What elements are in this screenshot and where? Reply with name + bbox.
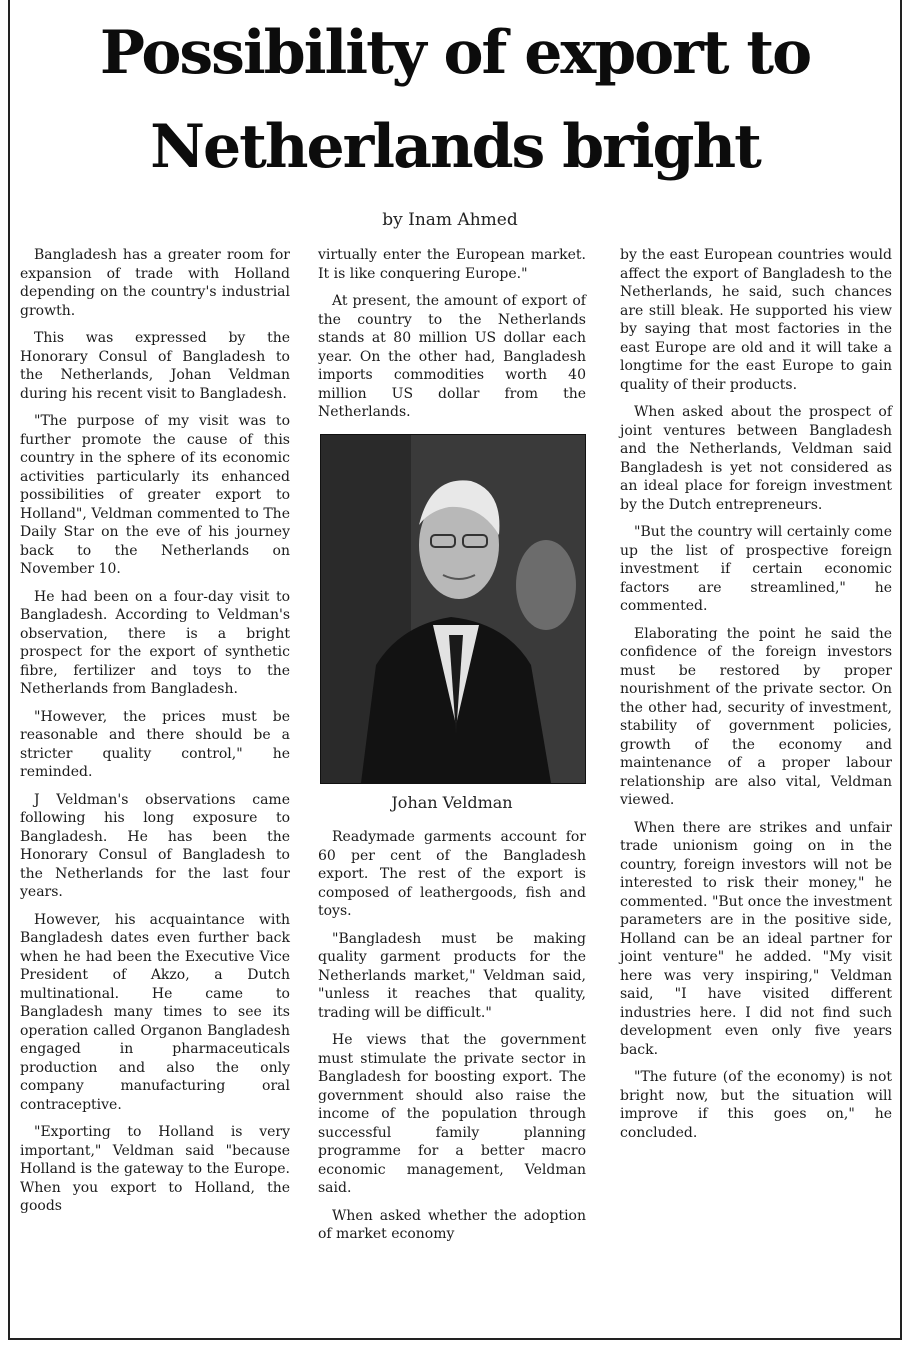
paragraph: "However, the prices must be reasonable and there should be a stricter quality control," he reminded. — [20, 708, 290, 780]
byline: by Inam Ahmed — [382, 210, 518, 230]
headline: Possibility of export to Netherlands bright — [99, 18, 811, 182]
paragraph: "Bangladesh must be making quality garment products for the Netherlands market," Veldman said, "unless it reaches that quality, trading will be difficult." — [318, 930, 586, 1021]
photo-caption: Johan Veldman — [391, 792, 513, 812]
paragraph: However, his acquaintance with Bangladesh dates even further back when he had been the Executive Vice President of Akzo, a Dutch multinational. He came to Bangladesh many times to see its operation called Organon Bangladesh engaged in pharmaceuticals production and also the only company manufacturing oral contraceptive. — [20, 911, 290, 1113]
column-1 — [20, 246, 290, 1225]
column-3 — [620, 246, 892, 1151]
paragraph: He had been on a four-day visit to Bangladesh. According to Veldman's observation, there is a bright prospect for the export of synthetic fibre, fertilizer and toys to the Netherlands from Bangladesh. — [20, 588, 290, 697]
bottom-border-rule — [8, 1338, 902, 1340]
paragraph: When there are strikes and unfair trade unionism going on in the country, foreign investors will not be interested to risk their money," he commented. "But once the investment parameters are in the positive side, Holland can be an ideal partner for joint venture" he added. "My visit here was very inspiring," Veldman said, "I have visited different industries here. I did not find such development even only five years back. — [620, 819, 892, 1058]
paragraph: by the east European countries would affect the export of Bangladesh to the Netherlands, he said, such chances are still bleak. He supported his view by saying that most factories in the east Europe are old and it will take a longtime for the east Europe to gain quality of their products. — [620, 247, 892, 393]
paragraph: This was expressed by the Honorary Consul of Bangladesh to the Netherlands, Johan Veldman during his recent visit to Bangladesh. — [20, 330, 290, 402]
right-border-rule — [900, 0, 902, 1340]
portrait-illustration — [321, 435, 585, 783]
portrait-photo — [320, 434, 586, 784]
paragraph: At present, the amount of export of the country to the Netherlands stands at 80 million US dollar each year. On the other had, Bangladesh imports commodities worth 40 million US dollar from the Netherlands. — [318, 293, 586, 420]
paragraph: "Exporting to Holland is very important," Veldman said "because Holland is the gateway to the Europe. When you export to Holland, the goods — [20, 1124, 290, 1214]
paragraph: "The future (of the economy) is not bright now, but the situation will improve if this goes on," he concluded. — [620, 1069, 892, 1141]
paragraph: Readymade garments account for 60 per cent of the Bangladesh export. The rest of the export is composed of leathergoods, fish and toys. — [318, 829, 586, 919]
paragraph: He views that the government must stimulate the private sector in Bangladesh for boosting export. The government should also raise the income of the population through successful family planning programme for a better macro economic management, Veldman said. — [318, 1032, 586, 1196]
left-border-rule — [8, 0, 10, 1340]
paragraph: When asked whether the adoption of market economy — [318, 1207, 586, 1242]
paragraph: When asked about the prospect of joint ventures between Bangladesh and the Netherlands, Veldman said Bangladesh is yet not considered as an ideal place for foreign investment by the Dutch entrepreneurs. — [620, 404, 892, 513]
paragraph: Bangladesh has a greater room for expansion of trade with Holland depending on the country's industrial growth. — [20, 247, 290, 319]
paragraph: virtually enter the European market. It is like conquering Europe." — [318, 247, 586, 282]
paragraph: "The purpose of my visit was to further promote the cause of this country in the sphere of its economic activities particularly its enhanced possibilities of greater export to Holland", Veldman commented to The Daily Star on the eve of his journey back to the Netherlands on November 10. — [20, 413, 290, 577]
paragraph: "But the country will certainly come up the list of prospective foreign investment if certain economic factors are streamlined," he commented. — [620, 524, 892, 614]
paragraph: Elaborating the point he said the confidence of the foreign investors must be restored by proper nourishment of the private sector. On the other had, security of investment, stability of government policies, growth of the economy and maintenance of a proper labour relationship are also vital, Veldman viewed. — [620, 625, 892, 808]
paragraph: J Veldman's observations came following his long exposure to Bangladesh. He has been the Honorary Consul of Bangladesh to the Netherlands for the last four years. — [20, 791, 290, 900]
column-2 — [318, 246, 586, 1253]
